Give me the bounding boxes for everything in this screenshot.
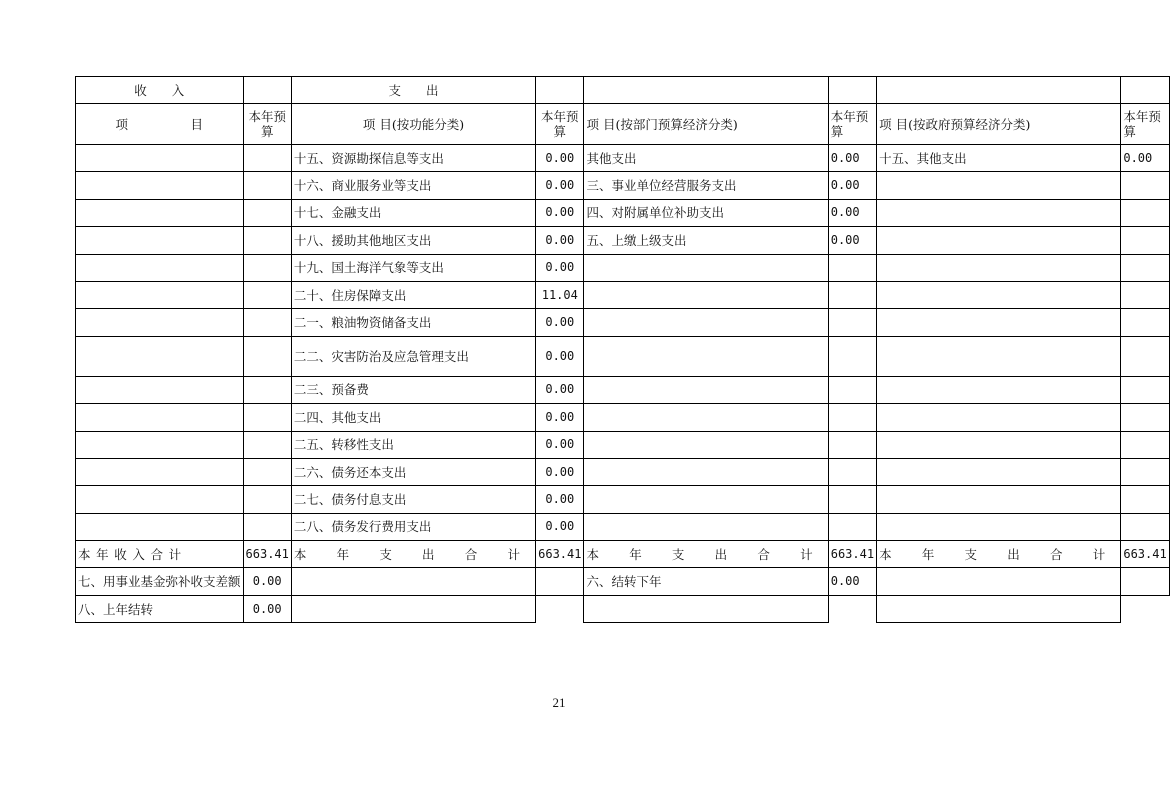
income-budget-cell — [243, 199, 291, 226]
dept-budget-cell — [828, 431, 876, 458]
income-budget-cell — [243, 513, 291, 540]
func-budget-cell: 0.00 — [536, 254, 584, 281]
income-budget-cell — [243, 458, 291, 485]
extra-dept-label: 六、结转下年 — [584, 568, 828, 595]
extra-label: 八、上年结转 — [76, 595, 244, 622]
budget-table — [75, 76, 1170, 623]
func-item-cell: 二三、预备费 — [291, 376, 535, 403]
dept-item-cell — [584, 513, 828, 540]
table-row — [76, 458, 1170, 485]
empty-cell — [877, 595, 1121, 622]
gov-item-cell — [877, 486, 1121, 513]
dept-item-cell — [584, 376, 828, 403]
dept-total-label: 本 年 支 出 合 计 — [584, 541, 828, 568]
func-total-label: 本 年 支 出 合 计 — [291, 541, 535, 568]
income-item-cell — [76, 431, 244, 458]
gov-item-cell — [877, 431, 1121, 458]
func-budget-cell: 0.00 — [536, 227, 584, 254]
func-item-cell: 二八、债务发行费用支出 — [291, 513, 535, 540]
func-total-value: 663.41 — [536, 541, 584, 568]
extra-value: 0.00 — [243, 568, 291, 595]
income-item-cell — [76, 254, 244, 281]
extra-label: 七、用事业基金弥补收支差额 — [76, 568, 244, 595]
gov-budget-cell: 0.00 — [1121, 145, 1169, 172]
func-item-cell: 十九、国土海洋气象等支出 — [291, 254, 535, 281]
extra-value: 0.00 — [243, 595, 291, 622]
dept-item-cell: 四、对附属单位补助支出 — [584, 199, 828, 226]
func-budget-cell: 0.00 — [536, 513, 584, 540]
func-item-cell: 二七、债务付息支出 — [291, 486, 535, 513]
table-row — [76, 336, 1170, 376]
empty-cell — [1121, 568, 1169, 595]
dept-budget-header: 本年预算 — [828, 104, 876, 145]
dept-total-value: 663.41 — [828, 541, 876, 568]
empty-cell — [584, 77, 828, 104]
gov-item-cell: 十五、其他支出 — [877, 145, 1121, 172]
func-budget-cell: 0.00 — [536, 199, 584, 226]
gov-budget-cell — [1121, 172, 1169, 199]
gov-budget-cell — [1121, 513, 1169, 540]
income-budget-cell — [243, 486, 291, 513]
income-budget-header: 本年预算 — [243, 104, 291, 145]
extra-dept-value: 0.00 — [828, 568, 876, 595]
func-budget-cell: 0.00 — [536, 376, 584, 403]
gov-total-value: 663.41 — [1121, 541, 1169, 568]
gov-item-cell — [877, 172, 1121, 199]
income-item-cell — [76, 309, 244, 336]
income-total-row — [76, 541, 1170, 568]
income-item-cell — [76, 227, 244, 254]
gov-item-header: 项 目(按政府预算经济分类) — [877, 104, 1121, 145]
func-budget-header: 本年预算 — [536, 104, 584, 145]
income-total-label: 本年收入合计 — [76, 541, 244, 568]
income-budget-cell — [243, 431, 291, 458]
gov-budget-cell — [1121, 199, 1169, 226]
empty-cell — [828, 77, 876, 104]
dept-budget-cell — [828, 404, 876, 431]
empty-cell — [243, 77, 291, 104]
empty-cell — [877, 77, 1121, 104]
income-item-cell — [76, 404, 244, 431]
func-item-cell: 二六、债务还本支出 — [291, 458, 535, 485]
func-item-cell: 十八、援助其他地区支出 — [291, 227, 535, 254]
dept-item-cell — [584, 336, 828, 376]
dept-budget-cell: 0.00 — [828, 227, 876, 254]
gov-item-cell — [877, 227, 1121, 254]
table-row — [76, 404, 1170, 431]
income-budget-cell — [243, 254, 291, 281]
func-budget-cell: 0.00 — [536, 486, 584, 513]
income-budget-cell — [243, 336, 291, 376]
dept-item-cell — [584, 458, 828, 485]
func-item-cell: 二十、住房保障支出 — [291, 281, 535, 308]
dept-item-cell: 其他支出 — [584, 145, 828, 172]
func-item-cell: 二一、粮油物资储备支出 — [291, 309, 535, 336]
income-item-cell — [76, 486, 244, 513]
dept-budget-cell: 0.00 — [828, 172, 876, 199]
empty-cell — [828, 595, 876, 622]
empty-cell — [584, 595, 828, 622]
gov-budget-cell — [1121, 336, 1169, 376]
column-header-row — [76, 104, 1170, 145]
func-budget-cell: 11.04 — [536, 281, 584, 308]
table-row — [76, 309, 1170, 336]
dept-budget-cell — [828, 376, 876, 403]
income-budget-cell — [243, 376, 291, 403]
section-header-row — [76, 77, 1170, 104]
dept-item-cell — [584, 281, 828, 308]
income-item-cell — [76, 458, 244, 485]
table-row — [76, 486, 1170, 513]
gov-item-cell — [877, 199, 1121, 226]
gov-budget-cell — [1121, 254, 1169, 281]
gov-total-label: 本 年 支 出 合 计 — [877, 541, 1121, 568]
income-budget-cell — [243, 145, 291, 172]
dept-budget-cell — [828, 458, 876, 485]
income-budget-cell — [243, 309, 291, 336]
dept-item-cell — [584, 309, 828, 336]
func-budget-cell: 0.00 — [536, 431, 584, 458]
expense-section-label: 支 出 — [291, 77, 535, 104]
func-item-cell: 十六、商业服务业等支出 — [291, 172, 535, 199]
func-item-cell: 十七、金融支出 — [291, 199, 535, 226]
empty-cell — [291, 568, 535, 595]
income-item-cell — [76, 336, 244, 376]
empty-cell — [1121, 77, 1169, 104]
func-item-header: 项 目(按功能分类) — [291, 104, 535, 145]
dept-item-cell — [584, 431, 828, 458]
income-budget-cell — [243, 227, 291, 254]
income-item-cell — [76, 145, 244, 172]
func-item-cell: 二五、转移性支出 — [291, 431, 535, 458]
dept-budget-cell — [828, 254, 876, 281]
dept-budget-cell: 0.00 — [828, 199, 876, 226]
func-item-cell: 二二、灾害防治及应急管理支出 — [291, 336, 535, 376]
income-item-cell — [76, 281, 244, 308]
dept-budget-cell — [828, 486, 876, 513]
table-row — [76, 376, 1170, 403]
income-section-label: 收 入 — [76, 77, 244, 104]
func-budget-cell: 0.00 — [536, 145, 584, 172]
gov-budget-header: 本年预算 — [1121, 104, 1169, 145]
income-item-cell — [76, 199, 244, 226]
dept-item-cell — [584, 254, 828, 281]
table-row — [76, 199, 1170, 226]
func-budget-cell: 0.00 — [536, 458, 584, 485]
income-total-value: 663.41 — [243, 541, 291, 568]
func-item-cell: 二四、其他支出 — [291, 404, 535, 431]
func-budget-cell: 0.00 — [536, 336, 584, 376]
gov-item-cell — [877, 458, 1121, 485]
gov-budget-cell — [1121, 227, 1169, 254]
gov-item-cell — [877, 376, 1121, 403]
gov-budget-cell — [1121, 281, 1169, 308]
extra-row — [76, 595, 1170, 622]
func-budget-cell: 0.00 — [536, 172, 584, 199]
empty-cell — [536, 595, 584, 622]
empty-cell — [1121, 595, 1169, 622]
empty-cell — [536, 568, 584, 595]
income-budget-cell — [243, 281, 291, 308]
func-budget-cell: 0.00 — [536, 404, 584, 431]
gov-budget-cell — [1121, 486, 1169, 513]
income-budget-cell — [243, 404, 291, 431]
func-budget-cell: 0.00 — [536, 309, 584, 336]
dept-item-cell — [584, 404, 828, 431]
gov-budget-cell — [1121, 431, 1169, 458]
table-row — [76, 281, 1170, 308]
income-item-cell — [76, 172, 244, 199]
table-row — [76, 513, 1170, 540]
table-row — [76, 431, 1170, 458]
extra-row — [76, 568, 1170, 595]
gov-budget-cell — [1121, 458, 1169, 485]
dept-item-cell: 五、上缴上级支出 — [584, 227, 828, 254]
gov-item-cell — [877, 404, 1121, 431]
gov-item-cell — [877, 513, 1121, 540]
dept-item-header: 项 目(按部门预算经济分类) — [584, 104, 828, 145]
table-row — [76, 145, 1170, 172]
table-row — [76, 172, 1170, 199]
gov-item-cell — [877, 309, 1121, 336]
empty-cell — [877, 568, 1121, 595]
gov-budget-cell — [1121, 404, 1169, 431]
dept-budget-cell — [828, 513, 876, 540]
income-item-cell — [76, 513, 244, 540]
dept-item-cell: 三、事业单位经营服务支出 — [584, 172, 828, 199]
table-row — [76, 254, 1170, 281]
dept-budget-cell — [828, 281, 876, 308]
empty-cell — [291, 595, 535, 622]
gov-item-cell — [877, 336, 1121, 376]
income-item-header: 项 目 — [76, 104, 244, 145]
gov-budget-cell — [1121, 376, 1169, 403]
dept-budget-cell: 0.00 — [828, 145, 876, 172]
page-number: 21 — [552, 695, 566, 710]
empty-cell — [536, 77, 584, 104]
table-row — [76, 227, 1170, 254]
gov-item-cell — [877, 254, 1121, 281]
gov-item-cell — [877, 281, 1121, 308]
dept-budget-cell — [828, 336, 876, 376]
dept-budget-cell — [828, 309, 876, 336]
gov-budget-cell — [1121, 309, 1169, 336]
income-budget-cell — [243, 172, 291, 199]
func-item-cell: 十五、资源勘探信息等支出 — [291, 145, 535, 172]
income-item-cell — [76, 376, 244, 403]
dept-item-cell — [584, 486, 828, 513]
